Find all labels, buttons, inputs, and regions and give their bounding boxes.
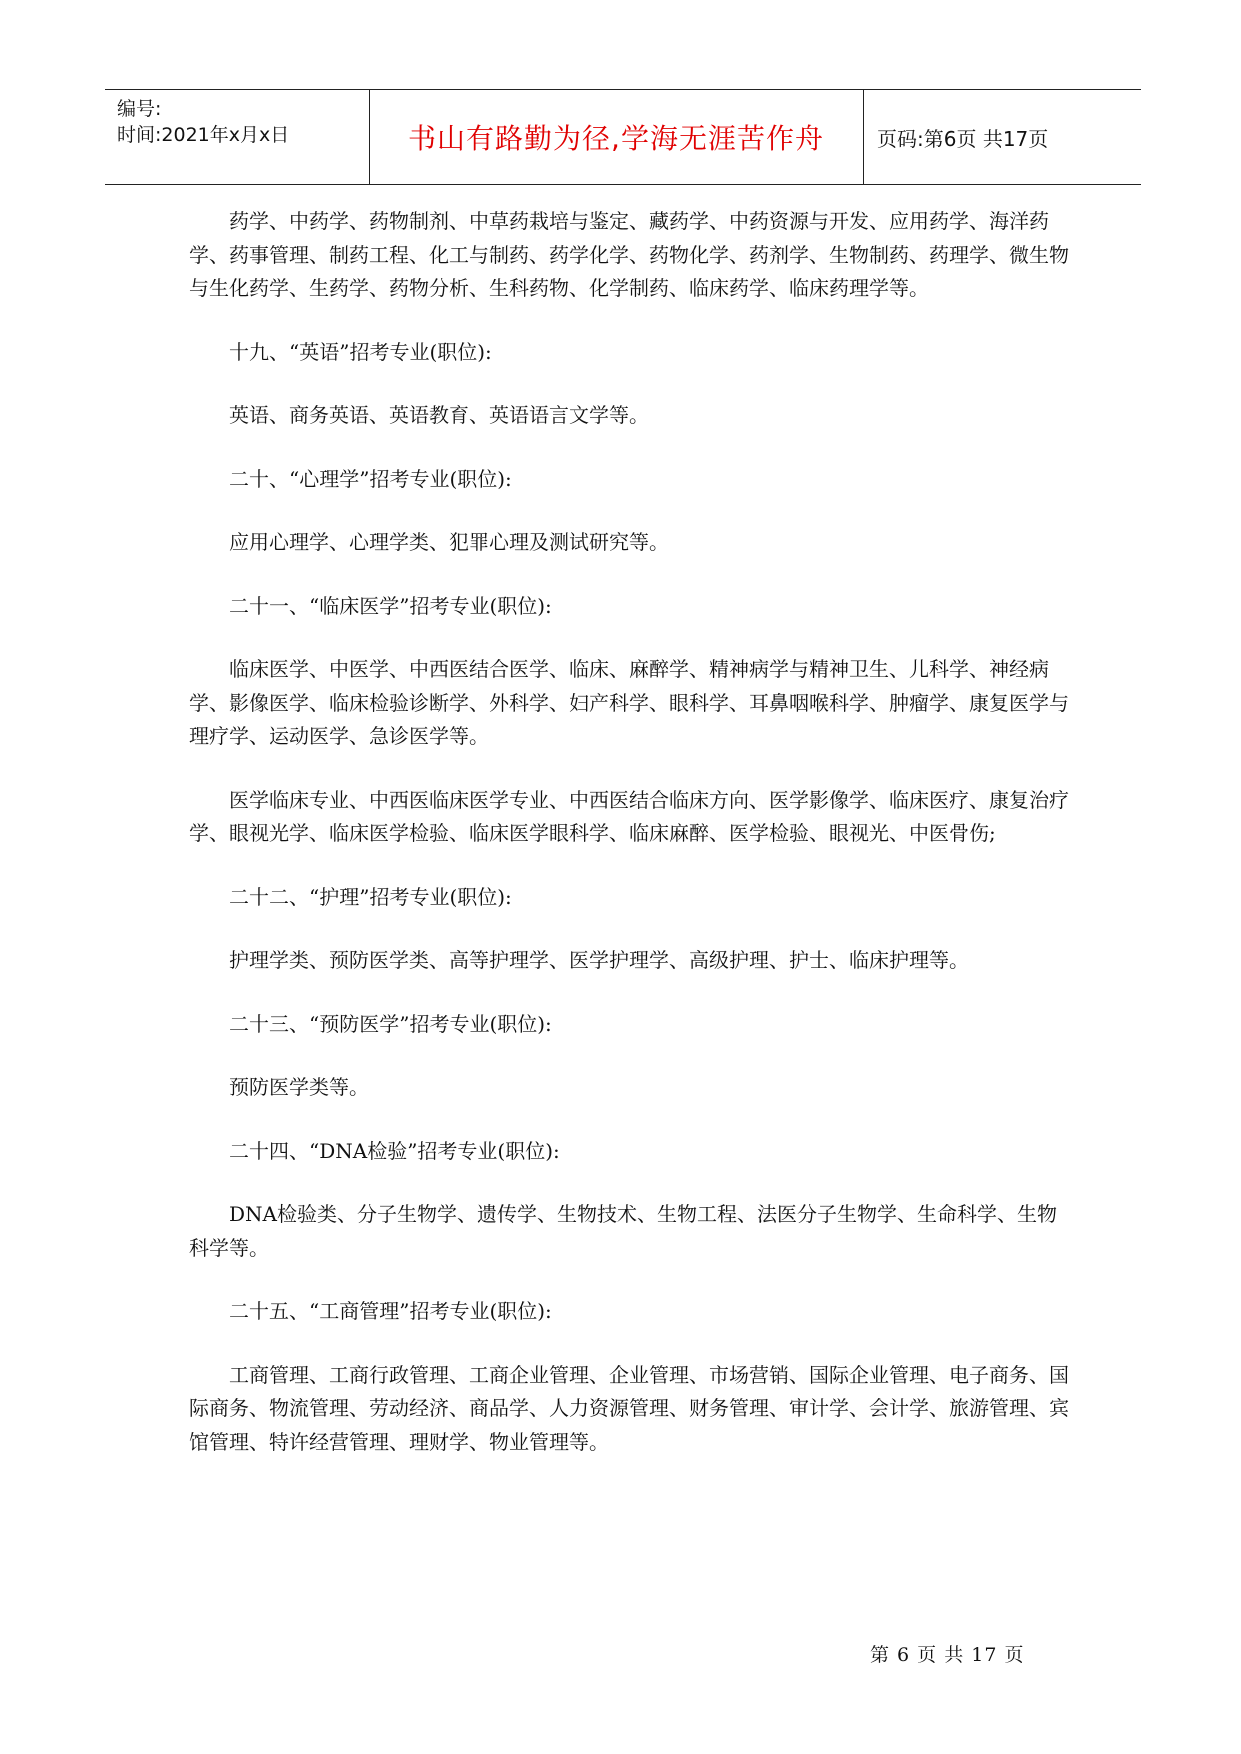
header-motto: 书山有路勤为径,学海无涯苦作舟 (369, 90, 864, 184)
page-header (105, 89, 1141, 185)
paragraph-nursing-list: 护理学类、预防医学类、高等护理学、医学护理学、高级护理、护士、临床护理等。 (229, 948, 969, 972)
section-heading-dna: 二十四、“DNA检验”招考专业(职位): (229, 1138, 560, 1163)
header-meta (105, 90, 370, 184)
section-heading-english: 十九、“英语”招考专业(职位): (229, 339, 492, 364)
paragraph-business-list: 工商管理、工商行政管理、工商企业管理、企业管理、市场营销、国际企业管理、电子商务、国际商务、物流管理、劳动经济、商品学、人力资源管理、财务管理、审计学、会计学、旅游管理、宾馆管理、特许经营管理、理财学、物业管理等。 (189, 1362, 1069, 1454)
paragraph-pharmacy-list: 药学、中药学、药物制剂、中草药栽培与鉴定、藏药学、中药资源与开发、应用药学、海洋药学、药事管理、制药工程、化工与制药、药学化学、药物化学、药剂学、生物制药、药理学、微生物与生化药学、生药学、药物分析、生科药物、化学制药、临床药学、临床药理学等。 (189, 209, 1069, 300)
document-body (189, 205, 1069, 1459)
section-heading-business: 二十五、“工商管理”招考专业(职位): (229, 1299, 552, 1323)
section-heading-clinical-medicine: 二十一、“临床医学”招考专业(职位): (229, 593, 552, 618)
header-page-info (863, 90, 1141, 184)
paragraph-clinical-list-1: 临床医学、中医学、中西医结合医学、临床、麻醉学、精神病学与精神卫生、儿科学、神经病学、影像医学、临床检验诊断学、外科学、妇产科学、眼科学、耳鼻咽喉科学、肿瘤学、康复医学与理疗学、运动医学、急诊医学等。 (189, 657, 1069, 748)
paragraph-english-list: 英语、商务英语、英语教育、英语语言文学等。 (229, 403, 649, 427)
page-footer: 第 6 页 共 17 页 (870, 1644, 1025, 1666)
section-heading-nursing: 二十二、“护理”招考专业(职位): (229, 884, 512, 909)
paragraph-dna-list: DNA检验类、分子生物学、遗传学、生物技术、生物工程、法医分子生物学、生命科学、生物科学等。 (189, 1202, 1057, 1260)
number-label: 编号: (117, 98, 162, 120)
paragraph-clinical-list-2: 医学临床专业、中西医临床医学专业、中西医结合临床方向、医学影像学、临床医疗、康复治疗学、眼视光学、临床医学检验、临床医学眼科学、临床麻醉、医学检验、眼视光、中医骨伤; (189, 787, 1069, 845)
paragraph-preventive-list: 预防医学类等。 (229, 1075, 369, 1099)
section-heading-psychology: 二十、“心理学”招考专业(职位): (229, 466, 512, 491)
page-info-text: 页码:第6页 共17页 (877, 126, 1049, 151)
section-heading-preventive-medicine: 二十三、“预防医学”招考专业(职位): (229, 1011, 552, 1036)
time-label: 时间:2021年x月x日 (117, 124, 290, 146)
paragraph-psychology-list: 应用心理学、心理学类、犯罪心理及测试研究等。 (229, 530, 669, 554)
